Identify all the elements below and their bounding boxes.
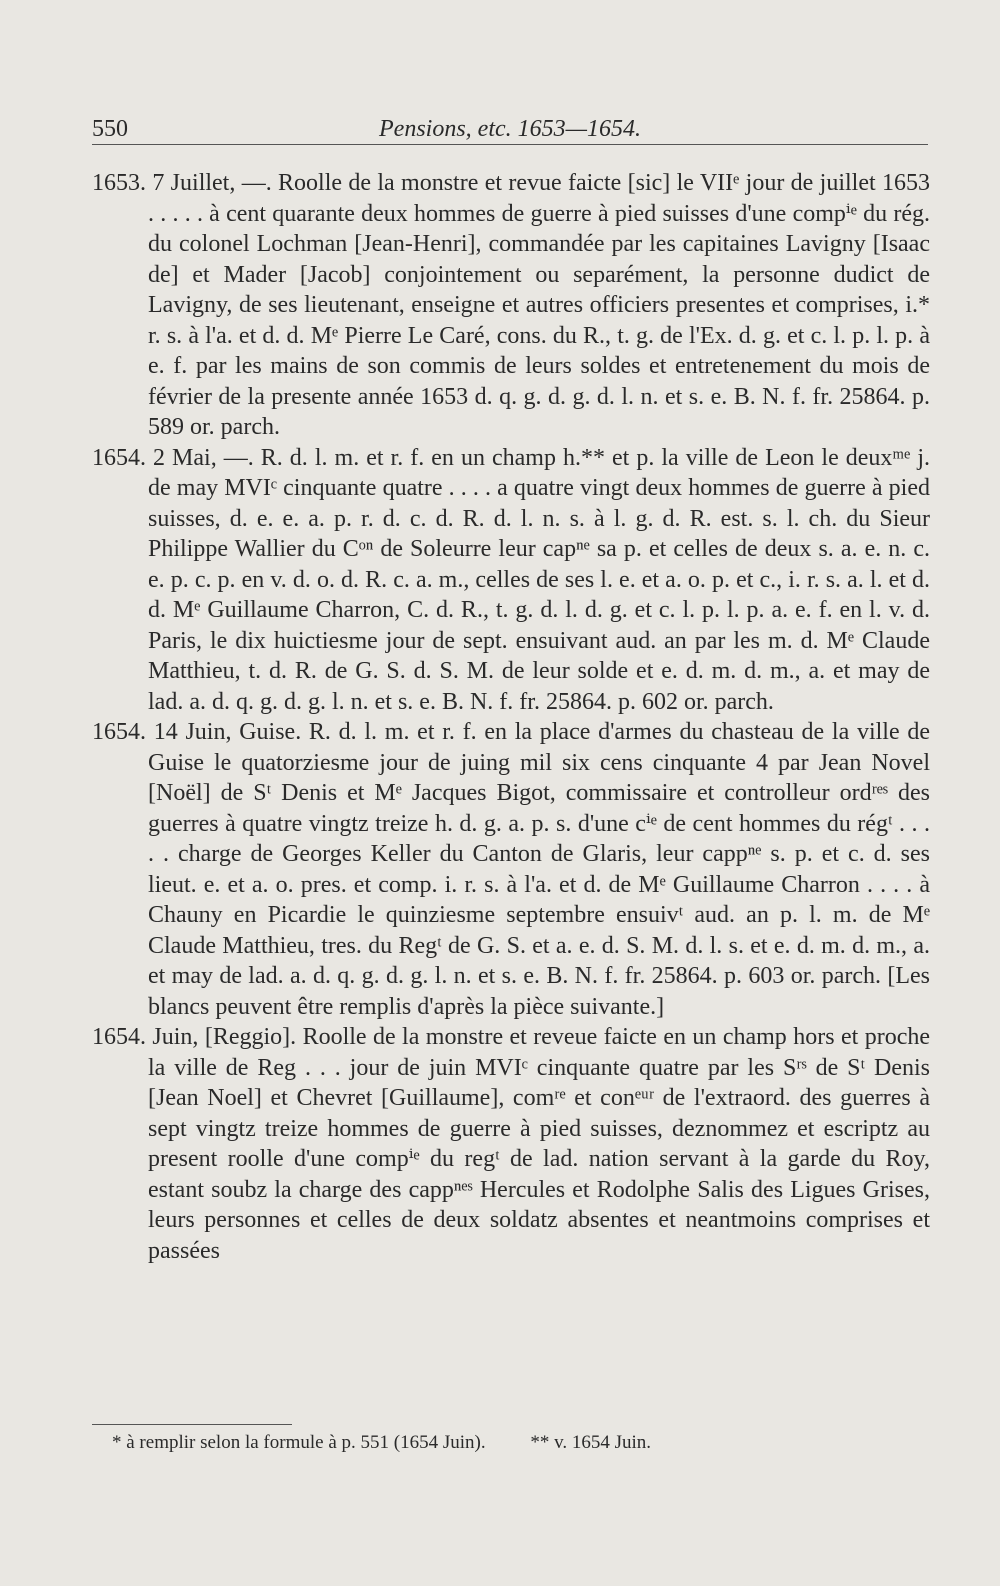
footnotes <box>112 1430 932 1456</box>
entry <box>92 168 930 443</box>
entry-text: 7 Juillet, —. Roolle de la monstre et revue faicte [sic] le VIIᵉ jour de juillet 1653 . . . . . à cent quarante deux hommes de guerre à pied suisses d'une compⁱᵉ du rég. du colonel Lochman [Jean-Henri], commandée par les capitaines Lavigny [Isaac de] et Mader [Jacob] conjointement ou separément, la personne dudict de Lavigny, de ses lieutenant, enseigne et autres officiers presentes et comprises, i.* r. s. à l'a. et d. d. Mᵉ Pierre Le Caré, cons. du R., t. g. de l'Ex. d. g. et c. l. p. l. p. à e. f. par les mains de son commis de leurs soldes et entretenement du mois de février de la presente année 1653 d. q. g. d. g. d. l. n. et s. e. B. N. f. fr. 25864. p. 589 or. parch. <box>148 170 930 440</box>
running-title: Pensions, etc. 1653—1654. <box>379 116 641 142</box>
entry-year: 1654. <box>92 1024 146 1050</box>
entry-text: 14 Juin, Guise. R. d. l. m. et r. f. en la place d'armes du chasteau de la ville de Guise le quatorziesme jour de juing mil six cens cinquante 4 par Jean Novel [Noël] de Sᵗ Denis et Mᵉ Jacques Bigot, commissaire et controlleur ordʳᵉˢ des guerres à quatre vingtz treize h. d. g. a. p. s. d'une cⁱᵉ de cent hommes du régᵗ . . . . . charge de Georges Keller du Canton de Glaris, leur cappⁿᵉ s. p. et c. d. ses lieut. e. et a. o. pres. et comp. i. r. s. à l'a. et d. de Mᵉ Guillaume Charron . . . . à Chauny en Picardie le quinziesme septembre ensuivᵗ aud. an p. l. m. de Mᵉ Claude Matthieu, tres. du Regᵗ de G. S. et a. e. d. S. M. d. l. s. et e. d. m. d. m., a. et may de lad. a. d. q. g. d. g. l. n. et s. e. B. N. f. fr. 25864. p. 603 or. parch. [Les blancs peuvent être remplis d'après la pièce suivante.] <box>148 719 931 1020</box>
entry-text: 2 Mai, —. R. d. l. m. et r. f. en un champ h.** et p. la ville de Leon le deuxᵐᵉ j. de may MVIᶜ cinquante quatre . . . . a quatre vingt deux hommes de guerre à pied suisses, d. e. e. a. p. r. d. c. d. R. d. l. n. s. à l. g. d. R. est. s. l. ch. du Sieur Philippe Wallier du Cᵒⁿ de Soleurre leur capⁿᵉ sa p. et celles de deux s. a. e. n. c. e. p. c. p. en v. d. o. d. R. c. a. m., celles de ses l. e. et a. o. p. et c., i. r. s. a. l. et d. d. Mᵉ Guillaume Charron, C. d. R., t. g. d. l. d. g. et c. l. p. l. p. a. e. f. en l. v. d. Paris, le dix huictiesme jour de sept. ensuivant aud. an par les m. d. Mᵉ Claude Matthieu, t. d. R. de G. S. d. S. M. de leur solde et e. d. m. d. m., a. et may de lad. a. d. q. g. d. g. l. n. et s. e. B. N. f. fr. 25864. p. 602 or. parch. <box>148 444 930 715</box>
entry <box>92 1022 930 1266</box>
document-body <box>92 168 930 1266</box>
footnote-1: * à remplir selon la formule à p. 551 (1654 Juin). <box>112 1432 486 1453</box>
footnote-2: ** v. 1654 Juin. <box>530 1432 652 1453</box>
page-header <box>92 110 928 145</box>
entry-year: 1653. <box>92 170 146 196</box>
footnote-rule <box>92 1424 292 1425</box>
entry <box>92 443 930 718</box>
page-number: 550 <box>92 116 128 142</box>
entry <box>92 717 930 1022</box>
entry-text: Juin, [Reggio]. Roolle de la monstre et reveue faicte en un champ hors et proche la ville de Reg . . . jour de juin MVIᶜ cinquante quatre par les Sʳˢ de Sᵗ Denis [Jean Noel] et Chevret [Guillaume], comʳᵉ et conᵉᵘʳ de l'extraord. des guerres à sept vingtz treize hommes de guerre à pied suisses, deznommez et escriptz au present roolle d'une compⁱᵉ du regᵗ de lad. nation servant à la garde du Roy, estant soubz la charge des cappⁿᵉˢ Hercules et Rodolphe Salis des Ligues Grises, leurs personnes et celles de deux soldatz absentes et neantmoins comprises et passées <box>148 1024 930 1264</box>
entry-year: 1654. <box>92 719 146 745</box>
entry-year: 1654. <box>92 444 146 471</box>
